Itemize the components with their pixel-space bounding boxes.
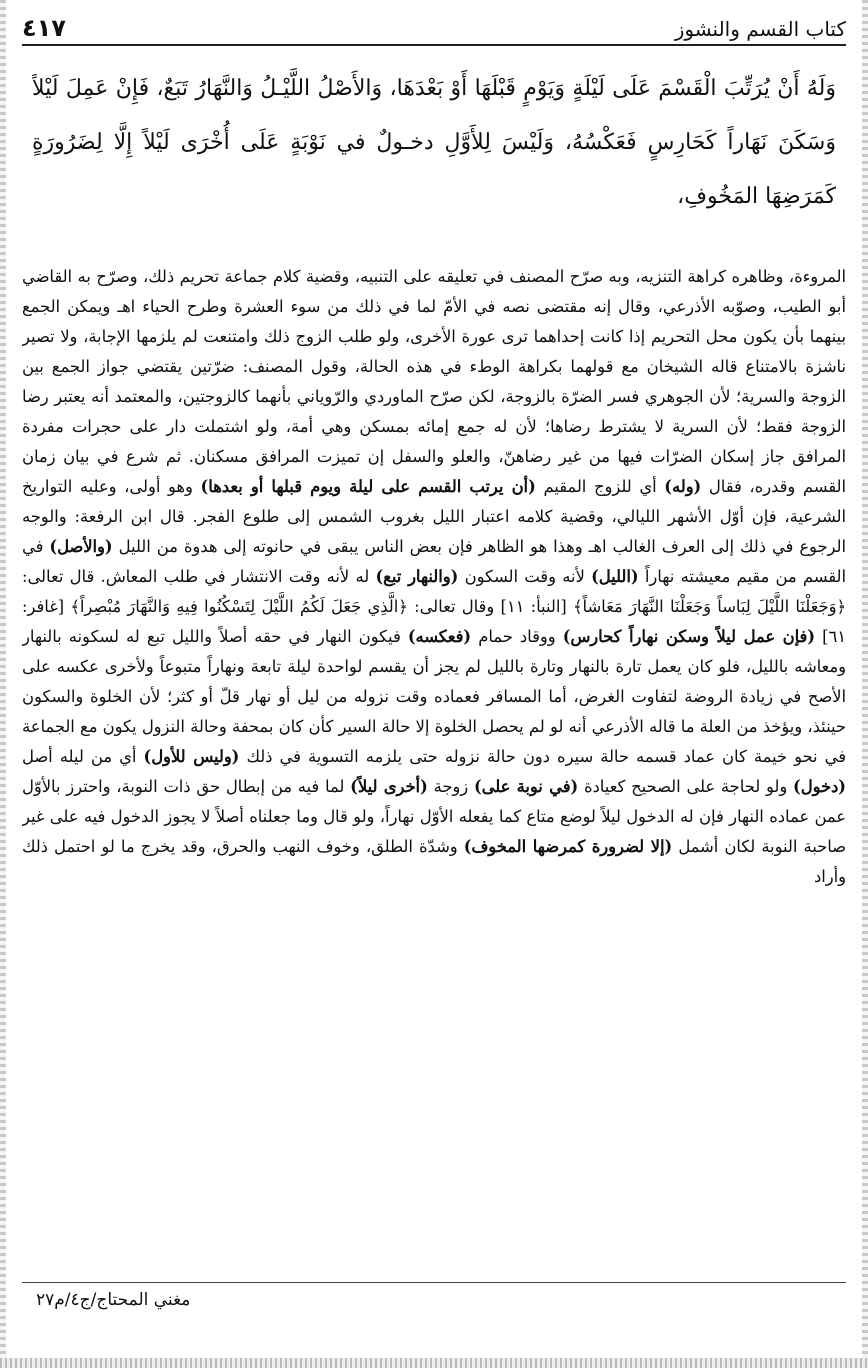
quoted-matn: (دخول) <box>793 777 846 796</box>
quoted-matn: (إلا لضرورة كمرضها المخوف) <box>463 837 673 856</box>
commentary-paragraph <box>22 262 846 892</box>
commentary-text: ووقاد حمام <box>471 627 563 646</box>
commentary-text: أي من ليله أصل <box>22 747 144 766</box>
commentary-block <box>22 262 846 1262</box>
printer-signature: مغني المحتاج/ج٤/م٢٧ <box>36 1290 191 1310</box>
quoted-matn: (وليس للأول) <box>143 747 240 766</box>
quoted-matn: (الليل) <box>591 567 639 586</box>
commentary-text: له لأنه وقت الانتشار في طلب المعاش. قال تعالى: ﴿وَجَعَلْنَا اللَّيْلَ لِبَاساً وَجَعَلْنَا النَّهَارَ مَعَاشاً﴾ [النبأ: ١١] وقال تعالى: ﴿الَّذِي جَعَلَ لَكُمُ اللَّيْلَ لِتَسْكُنُوا فِيهِ وَالنَّهَارَ مُبْصِراً﴾ [غافر: ٦١] <box>22 567 846 646</box>
quoted-matn: (والنهار تبع) <box>375 567 459 586</box>
scan-edge-right <box>862 0 868 1368</box>
commentary-text: وشدّة الطلق، وخوف النهب والحرق، وقد يخرج ما لو احتمل ذلك وأراد <box>22 837 846 886</box>
commentary-text: أي للزوج المقيم <box>535 477 665 496</box>
quoted-matn: (فإن عمل ليلاً وسكن نهاراً كحارس) <box>562 627 816 646</box>
scan-edge-left <box>0 0 6 1368</box>
matn-text: وَلَهُ أَنْ يُرَتِّبَ الْقَسْمَ عَلَى لَيْلَةٍ وَيَوْمٍ قَبْلَهَا أَوْ بَعْدَهَا، وَالأَصْلُ اللَّيْـلُ وَالنَّهَارُ تَبَعٌ، فَإِنْ عَمِلَ لَيْلاً وَسَكَنَ نَهَاراً كَحَارِسٍ فَعَكْسُهُ، وَلَيْسَ لِلأَوَّلِ دخـولٌ في نَوْبَةٍ عَلَى أُخْرَى لَيْلاً إِلَّا لِضَرُورَةٍ كَمَرَضِهَا المَخُوفِ، <box>32 76 836 209</box>
quoted-matn: (فعكسه) <box>407 627 472 646</box>
commentary-text: وهو أولى، وعليه التواريخ الشرعية، فإن أوّل الأشهر الليالي، وقضية كلامه اعتبار الليل بغروب الشمس إلى طلوع الفجر. قال ابن الرفعة: والوجه الرجوع في ذلك إلى العرف الغالب اهـ وهذا هو الظاهر فإن بعض الناس يبقى في حانوته إلى هدوة من الليل <box>22 477 846 556</box>
commentary-text: المروءة، وظاهره كراهة التنزيه، وبه صرّح المصنف في تعليقه على التنبيه، وقضية كلام جماعة تحريم ذلك، وصرّح به القاضي أبو الطيب، وصوّبه الأذرعي، وقال إنه مقتضى نصه في الأمّ لما في ذلك من سوء العشرة وطرح الحياء اهـ ويمكن الجمع بينهما بأن يكون محل التحريم إذا كانت إحداهما ترى عورة الأخرى، ولو طلب الزوج ذلك وامتنعت لم يلزمها الإجابة، ولا تصير ناشزة بالامتناع قاله الشيخان مع قولهما بكراهة الوطء في هذه الحالة، وقول المصنف: ضرّتين يقتضي جواز الجمع بين الزوجة والسرية؛ لأن الجوهري فسر الضرّة بالزوجة، لكن صرّح الماوردي والرّوياني بأنهما كالزوجتين، والمعتمد أنه يعتبر رضا الزوجة فقط؛ لأن السرية لا يشترط رضاها؛ لأن له جمع إمائه بمسكن وهي أمة، ولو اشتملت دار على حجرات مفردة المرافق جاز إسكان الضرّات فيها من غير رضاهنّ، والعلو والسفل إن تميزت المرافق مسكنان. ثم شرع في بيان زمان القسم وقدره، فقال <box>22 267 846 496</box>
footer-divider <box>22 1282 846 1283</box>
commentary-text: في القسم من مقيم معيشته نهاراً <box>22 537 846 586</box>
commentary-text: زوجة <box>427 777 474 796</box>
commentary-text: ولو لحاجة على الصحيح كعيادة <box>578 777 794 796</box>
page-number: ٤١٧ <box>22 14 66 42</box>
commentary-text: لما فيه من إبطال حق ذات النوبة، واحترز بالأوّل عمن عماده النهار فإن له الدخول ليلاً لوضع متاع كما يفعله الأوّل نهاراً، ولو قال وما جعلناه أصلاً لا يجوز الدخول فيه على غير صاحبة النوبة لكان أشمل <box>22 777 846 856</box>
commentary-text: لأنه وقت السكون <box>458 567 592 586</box>
running-title: كتاب القسم والنشوز <box>674 17 846 41</box>
commentary-text: فيكون النهار في حقه أصلاً والليل تبع له لسكونه بالنهار ومعاشه بالليل، فلو كان يعمل تارة بالنهار وتارة بالليل لم يجز أن يقسم لواحدة ليلة تابعة ونهاراً متبوعاً ولأخرى عكسه على الأصح في زيادة الروضة لتفاوت الغرض، أما المسافر فعماده وقت نزوله من ليل أو نهار قلّ أو كثر؛ لأن الخلوة والسكون حينئذ، ويؤخذ من العلة ما قاله الأذرعي أنه لو لم يحصل الخلوة إلا حالة السير كأن كان بمحفة وحالة النزول يكون مع الجماعة في نحو خيمة كان عماد قسمه حالة سيره دون حالة نزوله حتى يلزمه التسوية في ذلك <box>22 627 846 766</box>
quoted-matn: (والأصل) <box>49 537 113 556</box>
quoted-matn: (وله) <box>664 477 702 496</box>
page-header <box>22 10 846 46</box>
scan-edge-bottom <box>0 1358 868 1368</box>
quoted-matn: (أن يرتب القسم على ليلة ويوم قبلها أو بعدها) <box>200 477 536 496</box>
quoted-matn: (في نوبة على) <box>473 777 579 796</box>
quoted-matn: (أخرى ليلاً) <box>350 777 428 796</box>
matn-block <box>32 62 836 230</box>
